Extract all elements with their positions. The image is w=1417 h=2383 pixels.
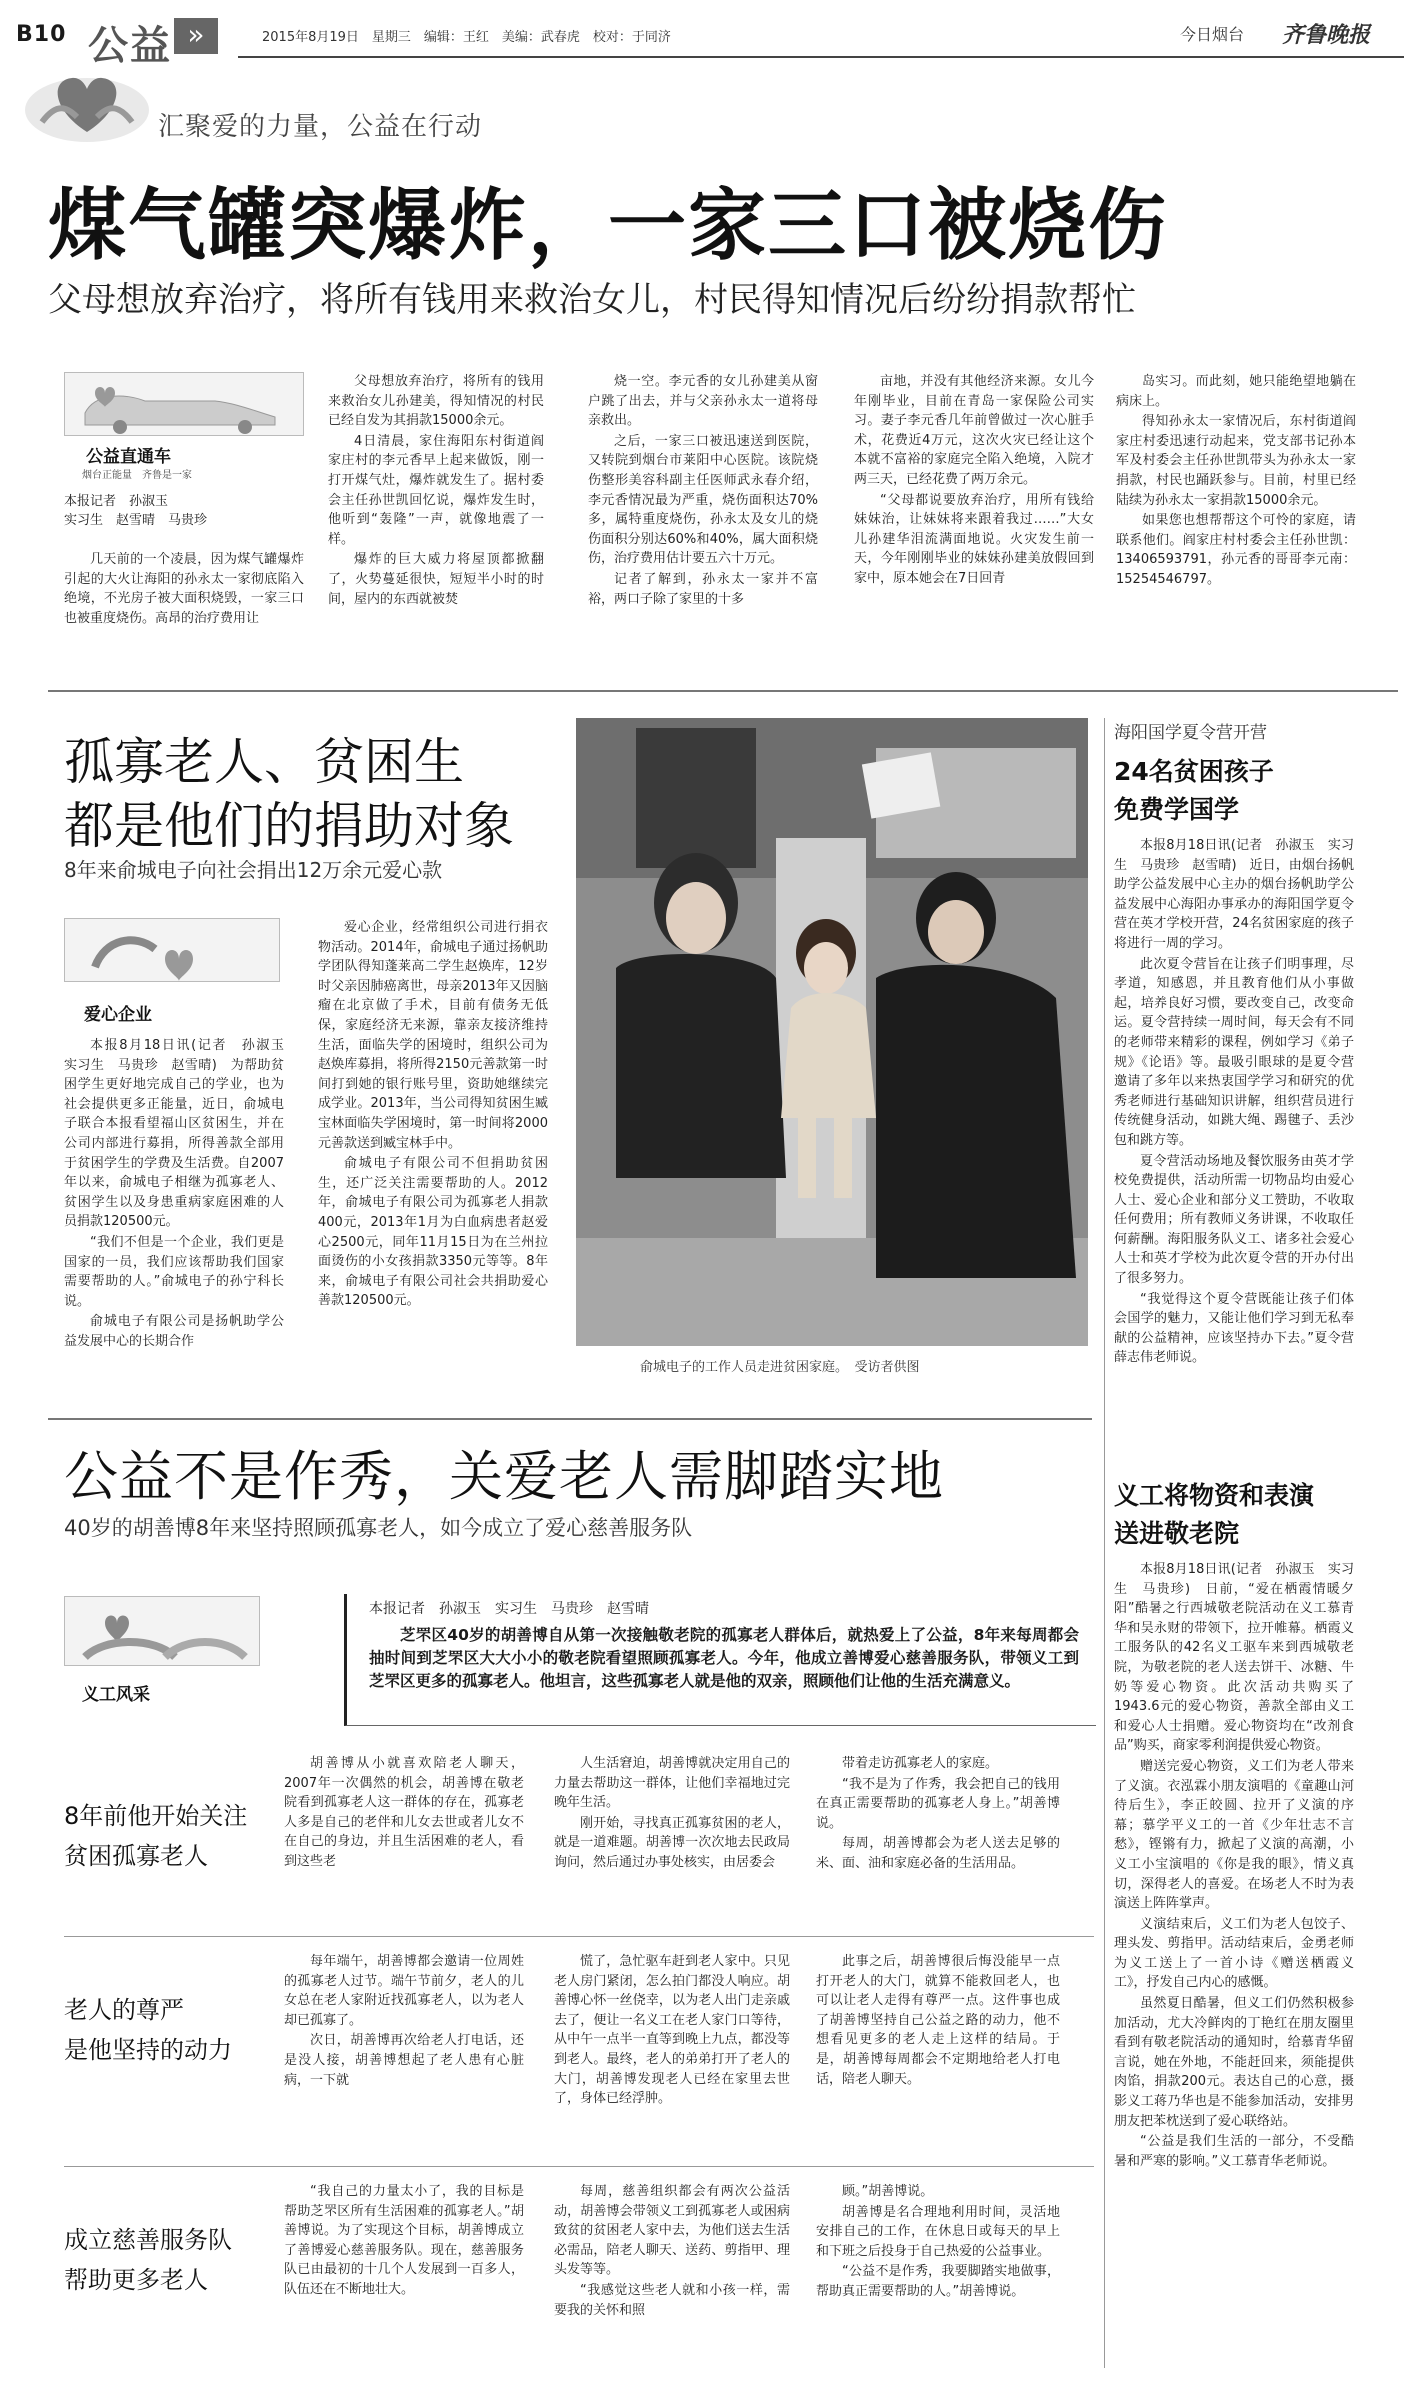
double-chevron-icon: » [174, 18, 218, 54]
story2-subheadline: 8年来俞城电子向社会捐出12万余元爱心款 [64, 858, 443, 882]
divider-1 [48, 690, 1398, 692]
rule-row1 [64, 1936, 1094, 1937]
story3-subhead2-line2: 是他坚持的动力 [64, 2036, 232, 2064]
story1-tag-sub: 烟台正能量 齐鲁是一家 [82, 470, 192, 481]
header-rule [238, 56, 1404, 58]
story1-byline [64, 492, 304, 530]
story3-subhead1 [64, 1796, 247, 1876]
story3-r1c3-p2: “我不是为了作秀，我会把自己的钱用在真正需要帮助的孤寡老人身上。”胡善博说。 [816, 1776, 1060, 1831]
story3-r3c3-p1: 顾。”胡善博说。 [842, 2184, 934, 2199]
sidebar2-p1: 本报8月18日讯(记者 孙淑玉 实习生 马贵珍) 日前，“爱在栖霞情暖夕阳”酷暑之行西城敬老院活动在义工慕青华和吴永财的带领下，拉开帷幕。栖霞义工服务队的42名义工驱车来到西城敬老院，为敬老院的老人送去饼干、冰糖、牛奶等爱心物资。此次活动共购买了1943.6元的爱心物资，善款全部由义工和爱心人士捐赠。爱心物资均在“改剂食品”购买，商家零利润提供爱心物资。 [1114, 1562, 1354, 1754]
sidebar1-title-line1: 24名贫困孩子 [1114, 757, 1274, 786]
story1-col1-text: 几天前的一个凌晨，因为煤气罐爆炸引起的大火让海阳的孙永太一家彻底陷入绝境，不光房子被大面积烧毁，一家三口也被重度烧伤。高昂的治疗费用让 [64, 552, 304, 626]
story3-r3c3-p2: 胡善博是名合理地利用时间，灵活地安排自己的工作，在休息日或每天的早上和下班之后投身于自己热爱的公益事业。 [816, 2204, 1060, 2259]
story3-subhead3-line1: 成立慈善服务队 [64, 2226, 232, 2254]
story1-col4-p1: 亩地，并没有其他经济来源。女儿今年刚毕业，目前在青岛一家保险公司实习。妻子李元香几年前曾做过一次心脏手术，花费近4万元，这次火灾已经让这个本就不富裕的家庭完全陷入绝境，入院才两三天，已经花费了两万余元。 [854, 374, 1094, 487]
story2-tag: 爱心企业 [84, 1005, 152, 1025]
story3-lead: 芝罘区40岁的胡善博自从第一次接触敬老院的孤寡老人群体后，就热爱上了公益，8年来每周都会抽时间到芝罘区大大小小的敬老院看望照顾孤寡老人。今年，他成立善博爱心慈善服务队，带领义工到芝罘区更多的孤寡老人。他坦言，这些孤寡老人就是他的双亲，照顾他们让他的生活充满意义。 [369, 1626, 1079, 1690]
helping-hands-icon [65, 1597, 261, 1667]
story1-col3-p1: 烧一空。李元香的女儿孙建美从窗户跳了出去，并与父亲孙永太一道将母亲救出。 [588, 374, 818, 429]
story3-r2c1 [284, 1952, 524, 2148]
story3-r3c2 [554, 2182, 790, 2368]
sidebar2-title-line2: 送进敬老院 [1114, 1519, 1240, 1548]
sidebar1-p4: “我觉得这个夏令营既能让孩子们体会国学的魅力，又能让他们学习到无私奉献的公益精神，应该坚持办下去。”夏令营薛志伟老师说。 [1114, 1291, 1354, 1366]
story2-headline-line2: 都是他们的捐助对象 [64, 797, 514, 855]
sidebar1-p2: 此次夏令营旨在让孩子们明事理，尽孝道，知感恩，并且教育他们从小事做起，培养良好习惯，要改变自己，改变命运。夏令营持续一周时间，每天会有不同的老师带来精彩的课程，例如学习《弟子规》《论语》等。最吸引眼球的是夏令营邀请了多年以来热衷国学学习和研究的优秀老师进行基础知识讲解，组织营员进行传统健身活动，如跳大绳、踢毽子、丢沙包和跳方等。 [1114, 956, 1354, 1148]
story1-col3-p2: 之后，一家三口被迅速送到医院，又转院到烟台市莱阳中心医院。该院烧伤整形美容科副主任医师武永春介绍，李元香情况最为严重，烧伤面积达70%多，属特重度烧伤，孙永太及女儿的烧伤面积分别达60%和40%，属大面积烧伤，治疗费用估计要五六十万元。 [588, 433, 818, 567]
newspaper-logo: 齐鲁晚报 [1282, 22, 1371, 48]
story3-lead-box [344, 1594, 1096, 1726]
story3-r1c3-p1: 带着走访孤寡老人的家庭。 [842, 1756, 999, 1771]
edition-label: 今日烟台 [1180, 25, 1245, 44]
story3-r2c2-text: 慌了，急忙驱车赶到老人家中。只见老人房门紧闭，怎么拍门都没人响应。胡善博心怀一丝侥幸，以为老人出门走亲戚去了，便让一名义工在老人家门口等待，从中午一点半一直等到晚上九点，都没等到老人。最终，老人的弟弟打开了老人的大门，胡善博发现老人已经在家里去世了，身体已经浮肿。 [554, 1954, 790, 2107]
section-title: 公益 [88, 23, 172, 69]
story1-subheadline: 父母想放弃治疗，将所有钱用来救治女儿，村民得知情况后纷纷捐款帮忙 [48, 280, 1136, 320]
story3-subhead3 [64, 2220, 232, 2300]
story2-col1-p3: 俞城电子有限公司是扬帆助学公益发展中心的长期合作 [64, 1314, 284, 1349]
story3-r3c1 [284, 2182, 524, 2368]
story2-col2 [318, 918, 548, 1398]
sidebar2-p3: 义演结束后，义工们为老人包饺子、理头发、剪指甲。活动结束后，金勇老师为义工送上了一首小诗《赠送栖霞义工》，抒发自己内心的感慨。 [1114, 1916, 1354, 1991]
story1-col4 [854, 372, 1094, 672]
heart-hands-icon [22, 62, 152, 144]
story3-subhead2-line1: 老人的尊严 [64, 1996, 184, 2024]
story2-col2-p2: 俞城电子有限公司不但捐助贫困生，还广泛关注需要帮助的人。2012年，俞城电子有限公司为孤寡老人捐款400元，2013年1月为白血病患者赵爱心2500元，同年11月15日为在兰州拉面烫伤的小女孩捐款3350元等等。8年来，俞城电子有限公司社会共捐助爱心善款120500元。 [318, 1156, 548, 1309]
story3-r2c3-text: 此事之后，胡善博很后悔没能早一点打开老人的大门，就算不能救回老人，也可以让老人走得有尊严一点。这件事也成了胡善博坚持自己公益之路的动力，他不想看见更多的老人走上这样的结局。于是，胡善博每周都会不定期地给老人打电话，陪老人聊天。 [816, 1954, 1060, 2087]
story3-byline: 本报记者 孙淑玉 实习生 马贵珍 赵雪晴 [369, 1601, 649, 1617]
story1-col2-p3: 爆炸的巨大威力将屋顶都掀翻了，火势蔓延很快，短短半小时的时间，屋内的东西就被焚 [328, 552, 544, 607]
story2-headline-line1: 孤寡老人、贫困生 [64, 733, 464, 791]
hands-heart-icon [65, 919, 281, 983]
story1-col1 [64, 550, 304, 670]
story1-tag: 公益直通车 [86, 447, 171, 467]
story3-r2c1-p1: 每年端午，胡善博都会邀请一位周姓的孤寡老人过节。端午节前夕，老人的儿女总在老人家附近找孤寡老人，以为老人却已孤寡了。 [284, 1954, 524, 2028]
story2-col2-p1: 爱心企业，经常组织公司进行捐衣物活动。2014年，俞城电子通过扬帆助学团队得知蓬莱高二学生赵焕库，12岁时父亲因肺癌离世，母亲2013年又因脑瘤在北京做了手术，目前有债务无低保，家庭经济无来源，靠亲友接济维持生活，面临失学的困境时，组织公司为赵焕库募捐，将所得2150元善款第一时间打到她的银行账号里，资助她继续完成学业。2013年，当公司得知贫困生臧宝林面临失学困境时，第一时间将2000元善款送到臧宝林手中。 [318, 920, 548, 1151]
story1-col3-p3: 记者了解到，孙永太一家并不富裕，两口子除了家里的十多 [588, 571, 818, 607]
story2-tag-box [64, 918, 280, 982]
story1-col5 [1116, 372, 1356, 672]
masthead [0, 0, 1417, 150]
sidebar1-title-line2: 免费学国学 [1114, 795, 1240, 824]
story3-r3c1-p1: “我自己的力量太小了，我的目标是帮助芝罘区所有生活困难的孤寡老人。”胡善博说。为了实现这个目标，胡善博成立了善博爱心慈善服务队。现在，慈善服务队已由最初的十几个人发展到一百多人，队伍还在不断地壮大。 [284, 2184, 524, 2297]
story1-col5-p2: 得知孙永太一家情况后，东村街道阎家庄村委迅速行动起来，党支部书记孙本军及村委会主任孙世凯带头为孙永太一家捐款，村民也踊跃参与。目前，村里已经陆续为孙永太一家捐款15000余元。 [1116, 414, 1356, 508]
story1-col2-p2: 4日清晨，家住海阳东村街道阎家庄村的李元香早上起来做饭，刚一打开煤气灶，爆炸就发生了。据村委会主任孙世凯回忆说，爆炸发生时，他听到“轰隆”一声，就像地震了一样。 [328, 433, 544, 547]
divider-2 [48, 1418, 1092, 1420]
story2-col1-p1: 本报8月18日讯(记者 孙淑玉 实习生 马贵珍 赵雪晴) 为帮助贫困学生更好地完成自己的学业，也为社会提供更多正能量，近日，俞城电子联合本报看望福山区贫困生，并在公司内部进行募捐，所得善款全部用于贫困学生的学费及生活费。自2007年以来，俞城电子相继为孤寡老人、贫困学生以及身患重病家庭困难的人员捐款120500元。 [64, 1038, 298, 1230]
story1-col5-p1: 岛实习。而此刻，她只能绝望地躺在病床上。 [1116, 374, 1356, 409]
story1-byline-line1: 本报记者 孙淑玉 [64, 494, 169, 509]
story1-headline: 煤气罐突爆炸，一家三口被烧伤 [48, 181, 1169, 271]
sidebar-divider [1104, 718, 1105, 2368]
story3-tag-box [64, 1596, 260, 1666]
sidebar1-kicker: 海阳国学夏令营开营 [1114, 723, 1267, 743]
sidebar2-title-line1: 义工将物资和表演 [1114, 1481, 1315, 1510]
story3-r1c3 [816, 1754, 1060, 1920]
story3-r2c2 [554, 1952, 790, 2148]
story1-col2-p1: 父母想放弃治疗，将所有的钱用来救治女儿孙建美，得知情况的村民已经自发为其捐款15000余元。 [328, 374, 544, 429]
story3-subheadline: 40岁的胡善博8年来坚持照顾孤寡老人，如今成立了爱心慈善服务队 [64, 1516, 693, 1540]
story3-r1c2-p1: 人生活窘迫，胡善博就决定用自己的力量去帮助这一群体，让他们幸福地过完晚年生活。 [554, 1756, 790, 1811]
story3-r1c2 [554, 1754, 790, 1920]
story1-byline-line2: 实习生 赵雪晴 马贵珍 [64, 513, 208, 528]
story2-photo-caption: 俞城电子的工作人员走进贫困家庭。 受访者供图 [640, 1360, 920, 1375]
section-slogan: 汇聚爱的力量，公益在行动 [158, 112, 483, 142]
date-line: 2015年8月19日 星期三 编辑：王红 美编：武春虎 校对：于同济 [262, 30, 671, 45]
story3-r3c2-p2: “我感觉这些老人就和小孩一样，需要我的关怀和照 [554, 2282, 790, 2318]
story1-col5-p3: 如果您也想帮帮这个可怜的家庭，请联系他们。阎家庄村村委会主任孙世凯：13406593791，孙元香的哥哥李元南：15254546797。 [1116, 513, 1356, 587]
story3-subhead1-line1: 8年前他开始关注 [64, 1802, 248, 1830]
story3-subhead2 [64, 1990, 232, 2070]
car-heart-icon [65, 373, 305, 437]
story3-r2c3 [816, 1952, 1060, 2148]
story1-col4-p2: “父母都说要放弃治疗，用所有钱给妹妹治，让妹妹将来跟着我过……”大女儿孙建华泪流满面地说。火灾发生前一天，今年刚刚毕业的妹妹孙建美放假回到家中，原本她会在7日回青 [854, 492, 1094, 586]
sidebar2-p5: “公益是我们生活的一部分，不受酷暑和严寒的影响。”义工慕青华老师说。 [1114, 2134, 1354, 2169]
story3-tag: 义工风采 [82, 1685, 150, 1705]
sidebar2-body [1114, 1560, 1354, 2368]
page-number: B10 [16, 22, 67, 47]
story3-r3c3 [816, 2182, 1060, 2368]
sidebar1-p1: 本报8月18日讯(记者 孙淑玉 实习生 马贵珍 赵雪晴) 近日，由烟台扬帆助学公益发展中心主办的烟台扬帆助学公益发展中心海阳办事承办的海阳国学夏令营在英才学校开营，24名贫困家庭的孩子将进行一周的学习。 [1114, 838, 1354, 951]
story3-subhead1-line2: 贫困孤寡老人 [64, 1842, 208, 1870]
story3-r1c1-text: 胡善博从小就喜欢陪老人聊天，2007年一次偶然的机会，胡善博在敬老院看到孤寡老人这一群体的存在，孤寡老人多是自己的老伴和儿女去世或者儿女不在自己的身边，并且生活困难的老人，看到这些老 [284, 1756, 524, 1869]
story3-headline: 公益不是作秀，关爱老人需脚踏实地 [64, 1445, 944, 1508]
story3-subhead3-line2: 帮助更多老人 [64, 2266, 208, 2294]
story3-r2c1-p2: 次日，胡善博再次给老人打电话，还是没人接，胡善博想起了老人患有心脏病，一下就 [284, 2033, 524, 2088]
story1-tag-box [64, 372, 304, 436]
story2-photo [576, 718, 1088, 1346]
sidebar2-p2: 赠送完爱心物资，义工们为老人带来了义演。衣泓霖小朋友演唱的《童趣山河待后生》，李正皎圆、拉开了义演的序幕；慕学平义工的一首《少年壮志不言愁》，铿锵有力，掀起了义演的高潮，小义工小宝演唱的《你是我的眼》，情义真切，深得老人的喜爱。在场老人不时为表演送上阵阵掌声。 [1114, 1758, 1354, 1912]
story3-r1c3-p3: 每周，胡善博都会为老人送去足够的米、面、油和家庭必备的生活用品。 [816, 1836, 1060, 1871]
story3-r1c2-p2: 刚开始，寻找真正孤寡贫困的老人，就是一道难题。胡善博一次次地去民政局询问，然后通过办事处核实，由居委会 [554, 1815, 790, 1870]
story3-r3c3-p3: “公益不是作秀，我要脚踏实地做事，帮助真正需要帮助的人。”胡善博说。 [816, 2264, 1060, 2299]
story1-col3 [588, 372, 818, 672]
story3-r1c1 [284, 1754, 524, 1920]
sidebar1-body [1114, 836, 1354, 1408]
sidebar1-p3: 夏令营活动场地及餐饮服务由英才学校免费提供，活动所需一切物品均由爱心人士、爱心企业和部分义工赞助，不收取任何费用；所有教师义务讲课，不收取任何薪酬。海阳服务队义工、诸多社会爱心人士和英才学校为此次夏令营的开办付出了很多努力。 [1114, 1153, 1354, 1287]
story2-col1 [64, 1036, 298, 1396]
sidebar2-p4: 虽然夏日酷暑，但义工们仍然积极参加活动，尤大冷鲜肉的丁艳红在朋友圈里看到有敬老院活动的通知时，给慕青华留言说，她在外地，不能赶回来，须能提供肉馅，捐款200元。表达自己的心意，摄影义工蒋乃华也是不能参加活动，安排男朋友把苯枕送到了爱心联络站。 [1114, 1996, 1354, 2129]
story2-col1-p2: “我们不但是一个企业，我们更是国家的一员，我们应该帮助我们国家需要帮助的人。”俞城电子的孙宁科长说。 [64, 1234, 284, 1309]
rule-row2 [64, 2166, 1094, 2167]
story1-col2 [328, 372, 544, 672]
story3-r3c2-p1: 每周，慈善组织都会有两次公益活动，胡善博会带领义工到孤寡老人或困病致贫的贫困老人家中去，为他们送去生活必需品，陪老人聊天、送药、剪指甲、理头发等等。 [554, 2184, 790, 2278]
